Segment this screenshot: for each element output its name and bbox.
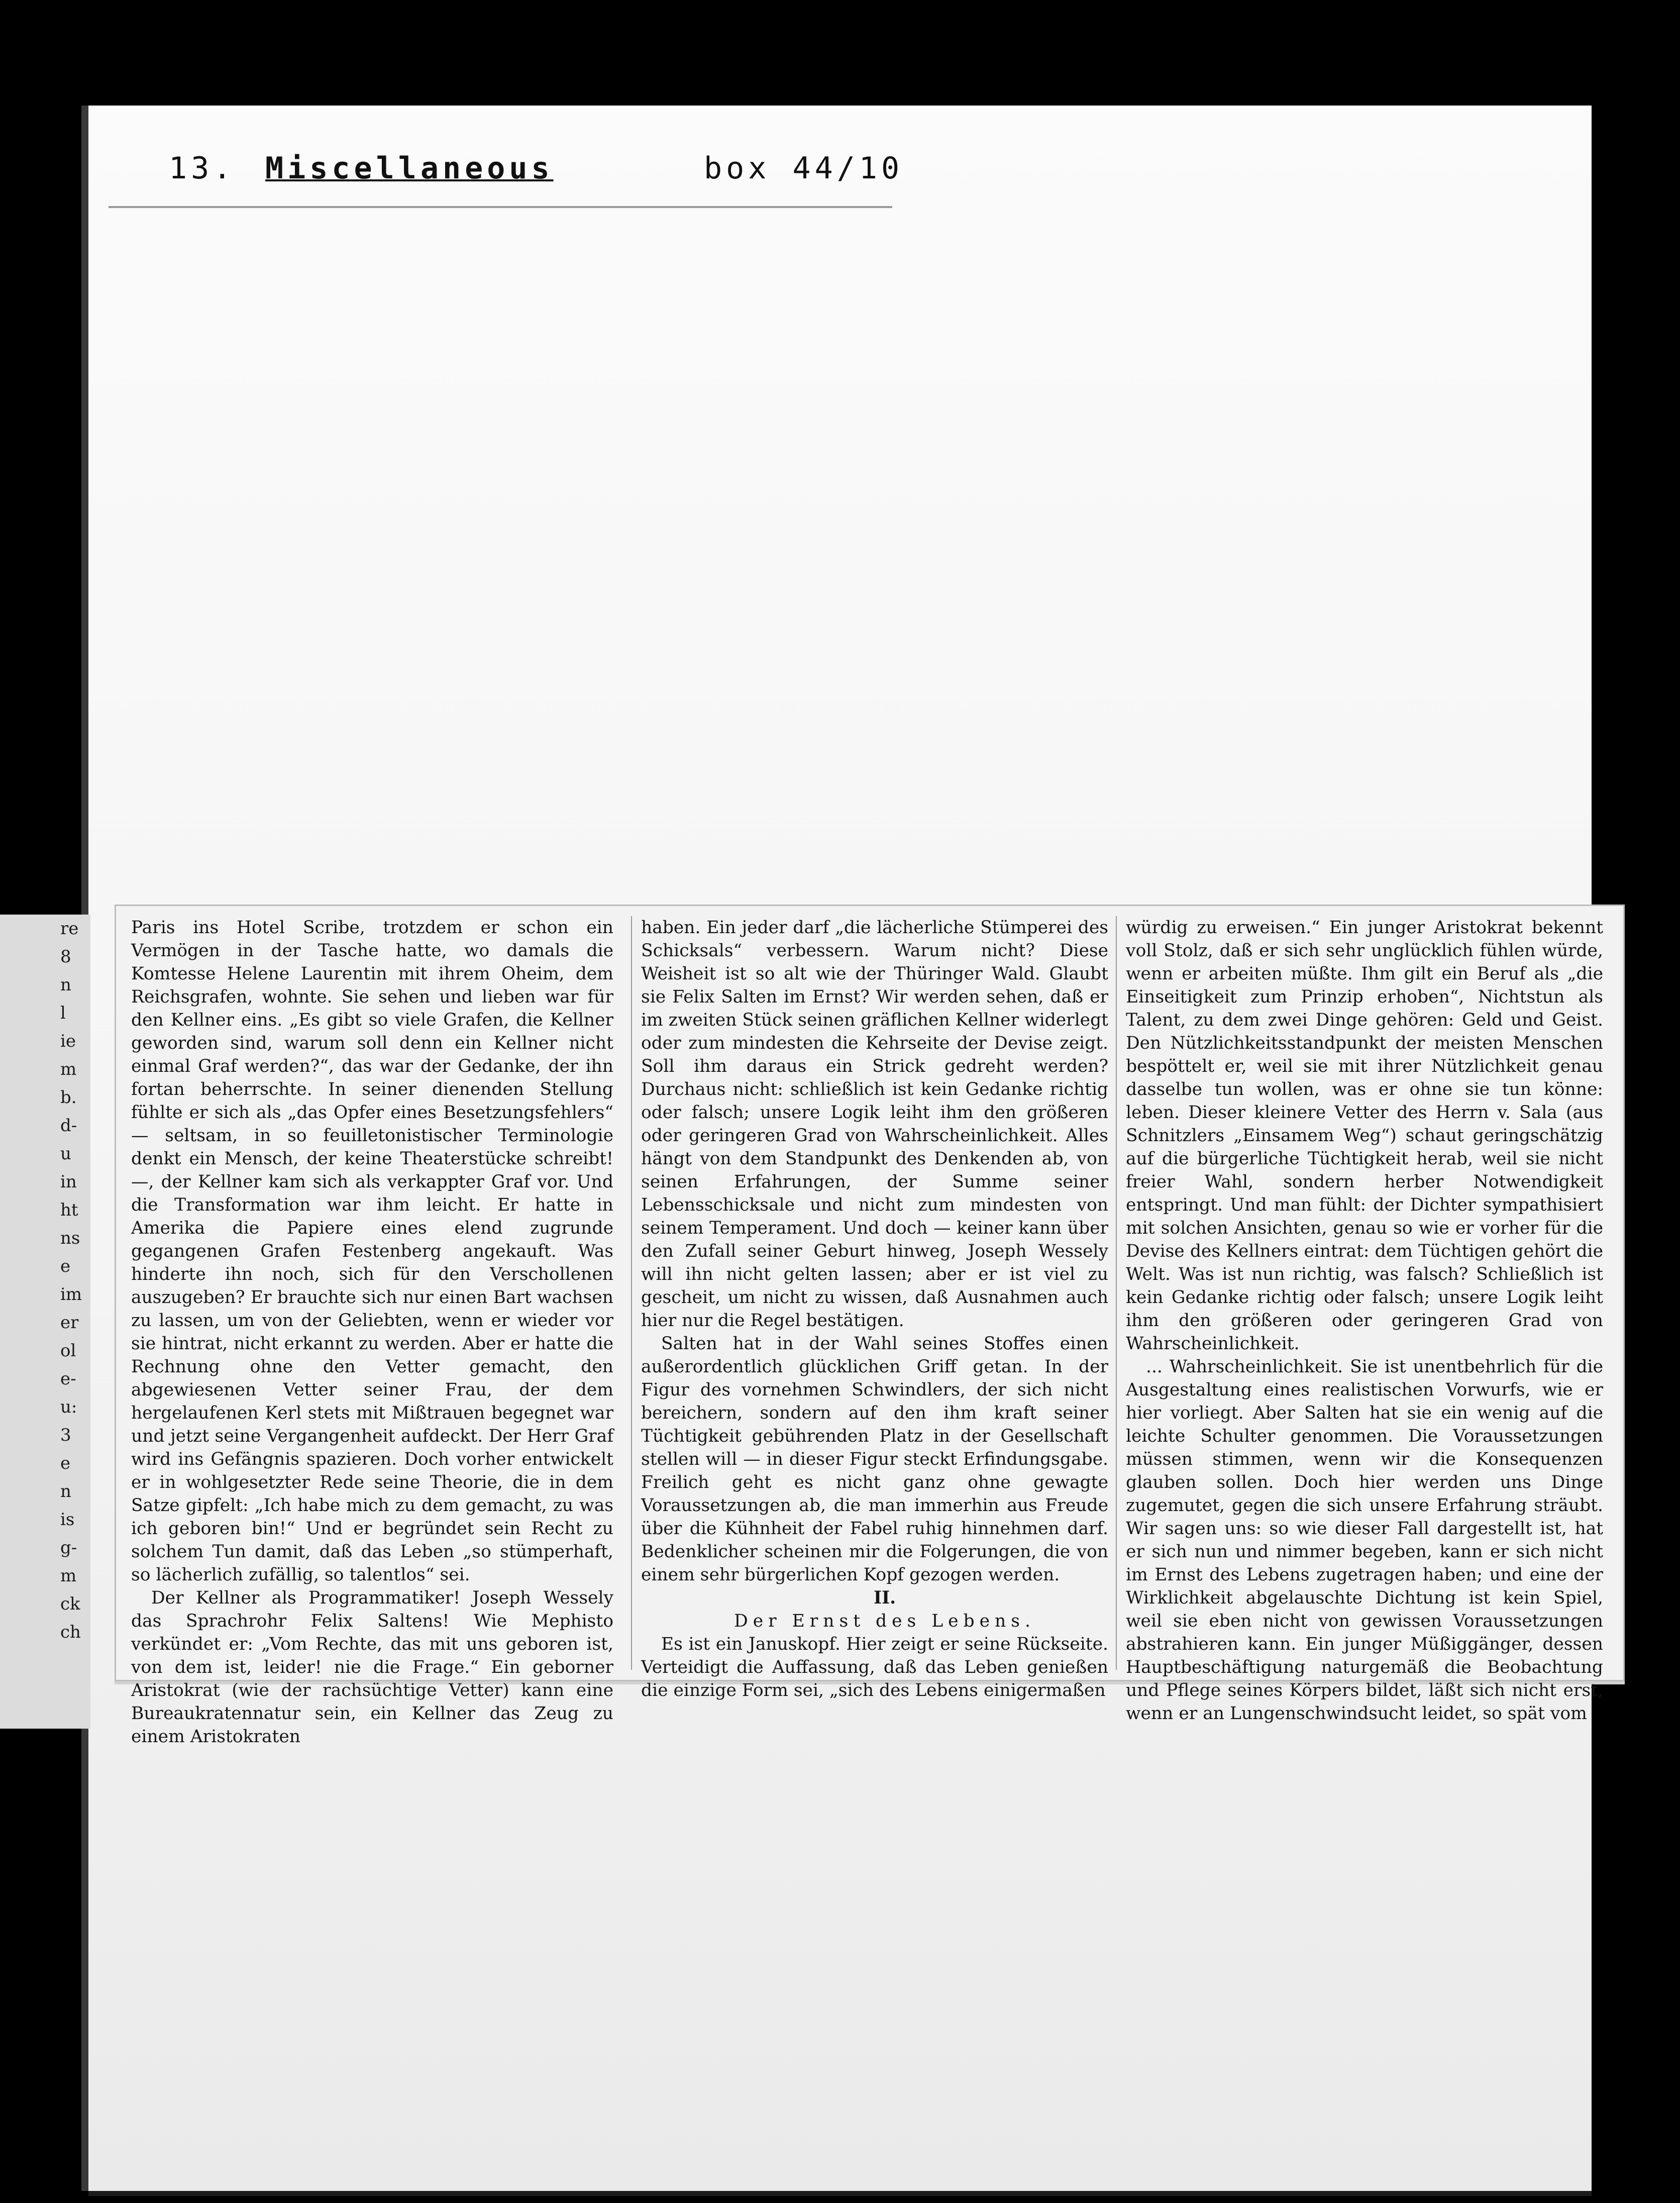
edge-fragment-text: e bbox=[60, 1453, 71, 1473]
header-category: Miscellaneous bbox=[265, 151, 554, 186]
edge-fragment-text: ht bbox=[60, 1200, 78, 1220]
edge-fragment-text: er bbox=[60, 1313, 79, 1333]
paragraph: haben. Ein jeder darf „die lächerliche Stümperei des Schicksals“ verbessern. Warum nicht? Diese Weisheit ist so alt wie der Thüringer Wald. Glaubt sie Felix Salten im Ernst? Wir werden sehen, daß er im zweiten Stück seinen gräflichen Kellner widerlegt oder zum mindesten die Kehrseite der Devise zeigt. Soll ihm daraus ein Strick gedreht werden? Durchaus nicht: schließlich ist kein Gedanke richtig oder falsch; unsere Logik leiht ihm den größeren oder geringeren Grad von Wahrscheinlichkeit. Alles hängt von dem Standpunkt des Denkenden ab, von seinen Erfahrungen, der Summe seiner Lebensschicksale und nicht zum mindesten von seinem Temperament. Und doch — keiner kann über den Zufall seiner Geburt hinweg, Joseph Wessely will ihn nicht gelten lassen; aber er ist viel zu gescheit, um nicht zu wissen, daß Ausnahmen auch hier nur die Regel bestätigen. bbox=[641, 918, 1108, 1331]
section-title: Der Ernst des Lebens. bbox=[734, 1611, 1035, 1631]
article-column-2 bbox=[631, 916, 1108, 1700]
header-box-label: box 44/10 bbox=[704, 151, 904, 186]
edge-fragment-text: b. bbox=[60, 1087, 77, 1108]
edge-fragment-text: ie bbox=[60, 1031, 76, 1051]
edge-fragment-text: ck bbox=[60, 1594, 80, 1614]
paragraph: Es ist ein Januskopf. Hier zeigt er seine Rückseite. Verteidigt die Auffassung, daß das Leben genießen die einzige Form sei, „sich des Lebens einigermaßen bbox=[641, 1634, 1108, 1700]
edge-fragment-text: l bbox=[60, 1003, 66, 1023]
article-column-3 bbox=[1116, 916, 1603, 1724]
edge-fragment-text: m bbox=[60, 1566, 77, 1586]
newspaper-clipping bbox=[115, 905, 1625, 1747]
edge-fragment-text: m bbox=[60, 1059, 77, 1079]
edge-fragment-text: d- bbox=[60, 1116, 77, 1136]
left-edge-clipping-fragments bbox=[0, 915, 90, 1729]
edge-fragment-text: im bbox=[60, 1284, 82, 1305]
paragraph: Paris ins Hotel Scribe, trotzdem er schon ein Vermögen in der Tasche hatte, wo damals die Komtesse Helene Laurentin mit ihrem Oheim, dem Reichsgrafen, wohnte. Sie sehen und lieben war für den Kellner eins. „Es gibt so viele Grafen, die Kellner geworden sind, warum soll denn ein Kellner nicht einmal Graf werden?“, das war der Gedanke, der ihn fortan beherrschte. In seiner dienenden Stellung fühlte er sich als „das Opfer eines Besetzungsfehlers“ — seltsam, in so feuilletonistischer Terminologie denkt ein Mensch, der keine Theaterstücke schreibt! —, der Kellner kam sich als verkappter Graf vor. Und die Transformation war ihm leicht. Er hatte in Amerika die Papiere eines elend zugrunde gegangenen Grafen Festenberg angekauft. Was hinderte ihn noch, sich für den Verschollenen auszugeben? Er brauchte sich nur einen Bart wachsen zu lassen, um von der Geliebten, wenn er wieder vor sie hintrat, nicht erkannt zu werden. Aber er hatte die Rechnung ohne den Vetter gemacht, den abgewiesenen Vetter seiner Frau, der dem hergelaufenen Kerl stets mit Mißtrauen begegnet war und jetzt seine Vergangenheit aufdeckt. Der Herr Graf wird ins Gefängnis spazieren. Doch vorher entwickelt er in wohlgesetzter Rede seine Theorie, die in dem Satze gipfelt: „Ich habe mich zu dem gemacht, zu was ich geboren bin!“ Und er begründet sein Recht zu solchem Tun damit, daß das Leben „so stümperhaft, so lächerlich zufällig, so talentlos“ sei. bbox=[131, 918, 613, 1585]
edge-fragment-text: ch bbox=[60, 1622, 81, 1642]
edge-fragment-text: n bbox=[60, 975, 71, 995]
header-number: 13. bbox=[169, 151, 236, 186]
edge-fragment-text: re bbox=[60, 919, 79, 939]
edge-fragment-text: is bbox=[60, 1510, 75, 1530]
edge-fragment-text: ol bbox=[60, 1341, 76, 1361]
edge-fragment-text: u: bbox=[60, 1397, 77, 1417]
archive-header bbox=[129, 151, 983, 191]
edge-fragment-text: e- bbox=[60, 1369, 76, 1389]
header-rule bbox=[109, 206, 892, 208]
edge-fragment-text: 8 bbox=[60, 947, 71, 967]
edge-fragment-text: u bbox=[60, 1144, 71, 1164]
paragraph: ... Wahrscheinlichkeit. Sie ist unentbehrlich für die Ausgestaltung eines realistischen Vorwurfs, wie er hier vorliegt. Aber Salten hat sie ein wenig auf die leichte Schulter genommen. Die Voraussetzungen müssen stimmen, wenn wir die Konsequenzen glauben sollen. Doch hier werden uns Dinge zugemutet, gegen die sich unsere Erfahrung sträubt. Wir sagen uns: so wie dieser Fall dargestellt ist, hat er sich nun und nimmer begeben, kann er sich nicht im Ernst des Lebens zugetragen haben; und eine der Wirklichkeit abgelauschte Dichtung ist kein Spiel, weil sie eben nicht von gewissen Voraussetzungen abstrahieren kann. Ein junger Müßiggänger, dessen Hauptbeschäftigung naturgemäß die Beobachtung und Pflege seines Körpers bildet, läßt sich nicht erst, wenn er an Lungenschwindsucht leidet, so spät vom bbox=[1126, 1357, 1603, 1724]
article-column-1 bbox=[131, 916, 613, 1747]
paragraph: Der Kellner als Programmatiker! Joseph Wessely das Sprachrohr Felix Saltens! Wie Mephisto verkündet er: „Vom Rechte, das mit uns geboren ist, von dem ist, leider! nie die Frage.“ Ein geborner Aristokrat (wie der rachsüchtige Vetter) kann eine Bureaukratennatur sein, ein Kellner das Zeug zu einem Aristokraten bbox=[131, 1588, 613, 1747]
edge-fragment-text: n bbox=[60, 1481, 71, 1501]
paragraph: würdig zu erweisen.“ Ein junger Aristokrat bekennt voll Stolz, daß er sich sehr unglücklich fühlen würde, wenn er arbeiten müßte. Ihm gilt ein Beruf als „die Einseitigkeit zum Prinzip erhoben“, Nichtstun als Talent, zu dem zwei Dinge gehören: Geld und Geist. Den Nützlichkeitsstandpunkt der meisten Menschen bespöttelt er, weil sie mit ihrer Nützlichkeit genau dasselbe tun wollen, was er ohne sie tun könne: leben. Dieser kleinere Vetter des Herrn v. Sala (aus Schnitzlers „Einsamem Weg“) schaut geringschätzig auf die bürgerliche Tüchtigkeit herab, weil sie nicht freier Wahl, sondern herber Notwendigkeit entspringt. Und man fühlt: der Dichter sympathisiert mit solchen Ansichten, genau so wie er vorher für die Devise des Kellners eintrat: dem Tüchtigen gehört die Welt. Was ist nun richtig, was falsch? Schließlich ist kein Gedanke richtig oder falsch; unsere Logik leiht ihm den größeren oder geringeren Grad von Wahrscheinlichkeit. bbox=[1126, 918, 1603, 1354]
edge-fragment-text: in bbox=[60, 1172, 77, 1192]
edge-fragment-text: e bbox=[60, 1256, 71, 1276]
edge-fragment-text: g- bbox=[60, 1538, 77, 1558]
edge-fragment-text: 3 bbox=[60, 1425, 71, 1445]
paragraph: Salten hat in der Wahl seines Stoffes einen außerordentlich glücklichen Griff getan. In der Figur des vornehmen Schwindlers, der sich nicht bereichern, sondern auf den ihm kraft seiner Tüchtigkeit gebührenden Platz in der Gesellschaft stellen will — in dieser Figur steckt Erfindungsgabe. Freilich geht es nicht ganz ohne gewagte Voraussetzungen ab, die man immerhin aus Freude über die Kühnheit der Fabel ruhig hinnehmen darf. Bedenklicher scheinen mir die Folgerungen, die von einem sehr bürgerlichen Kopf gezogen werden. bbox=[641, 1334, 1108, 1585]
edge-fragment-text: ns bbox=[60, 1228, 80, 1248]
section-number: II. bbox=[873, 1588, 896, 1608]
